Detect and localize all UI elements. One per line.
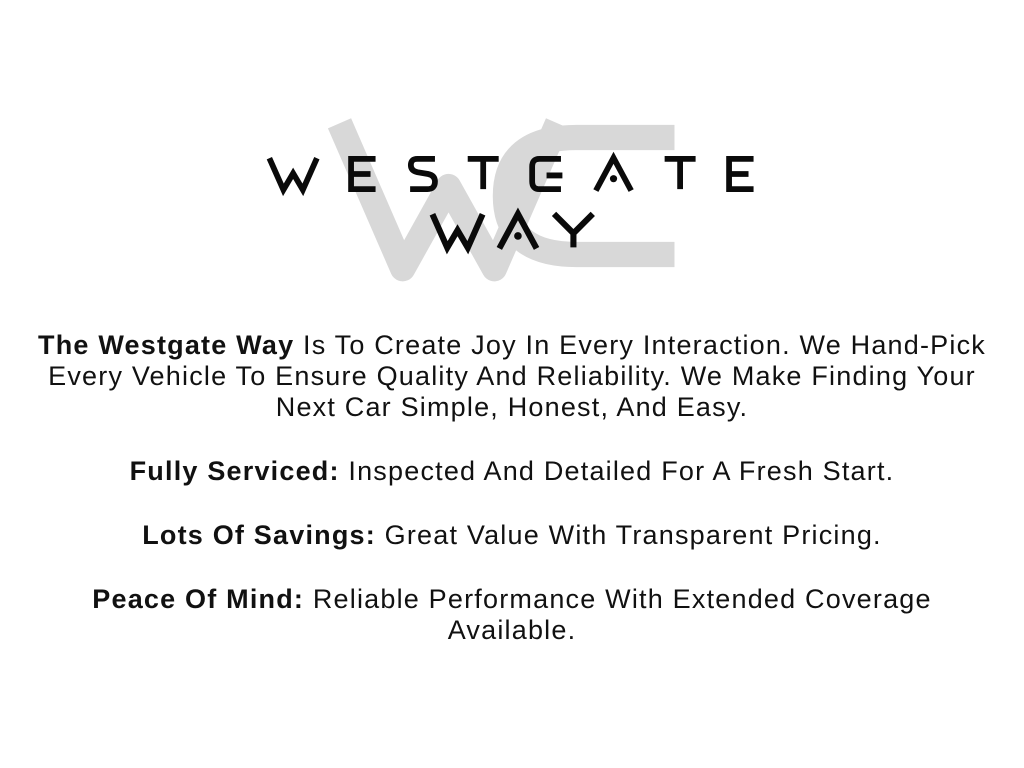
paragraph-westgate-way	[37, 330, 987, 423]
paragraph-lead: Lots Of Savings:	[142, 520, 376, 550]
wc-monogram-watermark-icon	[328, 117, 685, 275]
marketing-copy	[0, 330, 1024, 679]
paragraph-rest: Inspected And Detailed For A Fresh Start.	[339, 456, 895, 486]
paragraph-rest: Is To Create Joy In Every Interaction. We Hand-Pick Every Vehicle To Ensure Quality And Reliability. We Make Finding Your Next Car Simple, Honest, And Easy.	[48, 330, 986, 422]
paragraph-lead: Peace Of Mind:	[92, 584, 305, 614]
paragraph-rest: Great Value With Transparent Pricing.	[375, 520, 882, 550]
paragraph-lots-of-savings	[37, 520, 987, 551]
way-wordmark	[430, 212, 596, 250]
paragraph-rest: Reliable Performance With Extended Coverage Available.	[304, 584, 932, 645]
paragraph-fully-serviced	[37, 456, 987, 487]
paragraph-lead: Fully Serviced:	[129, 456, 340, 486]
westgate-wordmark	[267, 156, 757, 192]
paragraph-lead: The Westgate Way	[38, 330, 295, 360]
paragraph-peace-of-mind	[37, 584, 987, 646]
